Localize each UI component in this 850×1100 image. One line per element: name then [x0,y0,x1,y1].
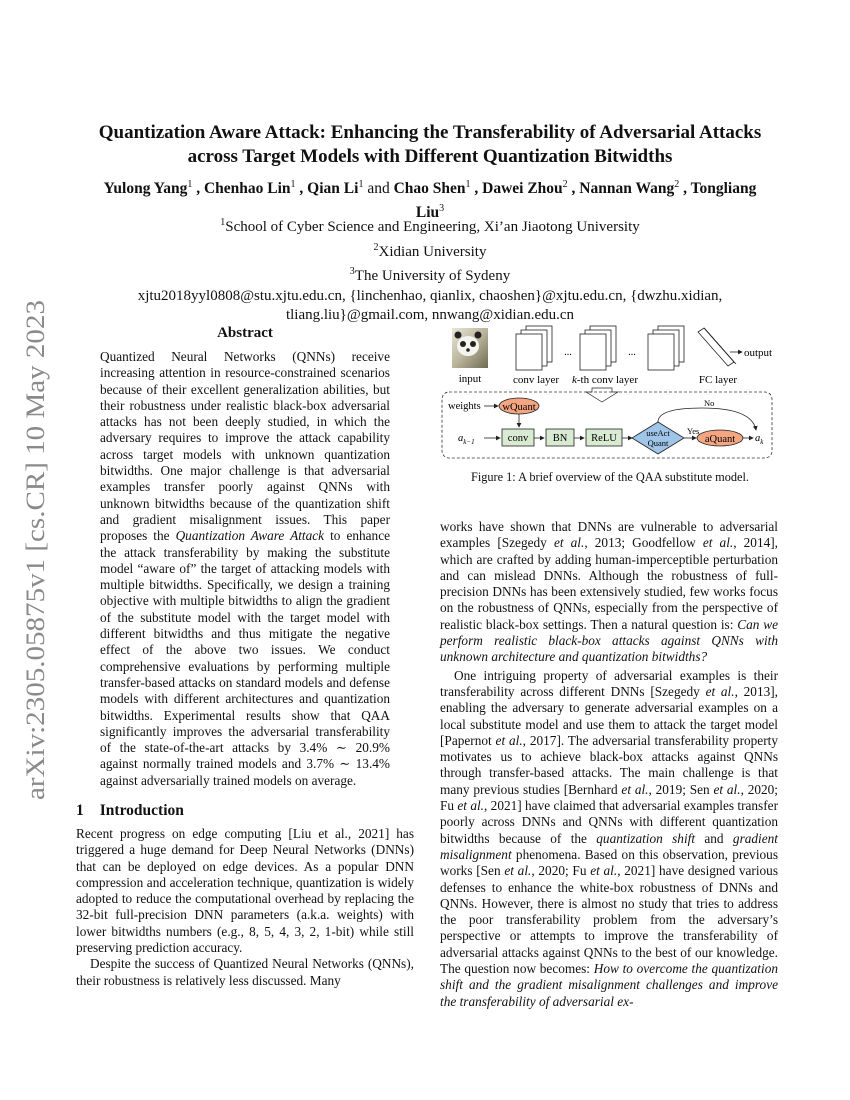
label-yes: Yes [687,426,700,436]
label-conv-layer: conv layer [512,374,560,386]
svg-text:...: ... [628,347,636,358]
zoom-arrow [586,388,618,402]
author-name: Tongliang Liu [415,180,757,222]
label-input: input [458,373,482,385]
abstract-body: Quantized Neural Networks (QNNs) receive increasing attention in resource-constrained scenarios because of their excellent generalization abilities, but their robustness under realistic black-box adversarial attacks has not been deeply studied, in which the adversary requires to improve the attack capability across target models with unknown quantization bitwidths. One major challenge is that adversarial examples transfer poorly against QNNs with unknown bitwidths because of the quantization shift and gradient misalignment issues. This paper proposes the Quantization Aware Attack to enhance the attack transferability by making the substitute model “aware of” the target of attacking models with multiple bitwidths. Specifically, we design a training objective with multiple bitwidths to align the gradient of the substitute model with the target model with different bitwidths and thus mitigate the negative effect of the above two issues. We conduct comprehensive evaluations by performing multiple transfer-based attacks on standard models and defense models with different architectures and quantization bitwidths. Experimental results show that QAA significantly improves the adversarial transferability of the state-of-the-art attacks by 3.4% ∼ 20.9% against normally trained models and 3.7% ∼ 13.4% against adversarially trained models on average. [100,349,390,788]
next-layer-stack [648,326,684,370]
section-heading-introduction: 1 Introduction [76,802,184,819]
label-conv: conv [507,433,529,444]
paper-title [70,121,790,169]
fc-layer [698,328,736,366]
label-a-k: $a_k$ [755,433,764,446]
affiliation-line: $^3$The University of Sydeny [349,266,511,284]
and-word: and [367,180,390,198]
svg-text:...: ... [564,347,572,358]
svg-text:Quant: Quant [647,438,669,448]
figure-1-caption: Figure 1: A brief overview of the QAA substitute model. [470,470,749,484]
author-name: Chenhao Lin [203,180,291,198]
abstract-heading: Abstract [217,325,273,341]
author-name: Nannan Wang [579,180,675,198]
conv-layer-stack [516,326,552,370]
introduction-body [76,826,414,989]
label-relu: ReLU [591,433,617,444]
figure-1-diagram [440,322,780,462]
label-weights: weights [448,401,481,412]
affiliation-line: $^1$School of Cyber Science and Engineering, Xi’an Jiaotong University [220,217,640,235]
svg-text:useAct: useAct [646,428,670,438]
paragraph: One intriguing property of adversarial examples is their transferability across different DNNs [Szegedy et al., 2013], enabling the adversary to generate adversarial examples on a local substitute model and use them to attack the target model [Papernot et al., 2017]. The adversarial transferability property motivates us to achieve black-box attacks against QNNs through transfer-based attacks. The main challenge is that many previous studies [Bernhard et al., 2019; Sen et al., 2020; Fu et al., 2021] have claimed that adversarial examples transfer poorly across DNNs and QNNs with different quantization bitwidths because of the quantization shift and gradient misalignment phenomena. Based on this observation, previous works [Sen et al., 2020; Fu et al., 2021] have designed various defenses to enhance the white-box robustness of DNNs and QNNs. However, there is almost no study that tries to address the poor transferability problem from the adversary’s perspective or attempts to improve the transferability of adversarial attacks against QNNs to the best of our knowledge. The question now becomes: How to overcome the quantization shift and the gradient misalignment challenges and improve the transferability of adversarial ex- [440,667,779,1009]
arxiv-stamp-text: arXiv:2305.05875v1 [cs.CR] 10 May 2023 [21,352,50,800]
label-aquant: aQuant [704,434,736,445]
paragraph: Recent progress on edge computing [Liu et al., 2021] has triggered a huge demand for Deep Neural Networks (DNNs) that can be deployed on edge devices. As a popular DNN compression and acceleration technique, quantization is widely adopted to reduce the computational overhead by replacing the 32-bit full-precision DNN parameters (a.k.a. weights) with lower bitwidths numbers (e.g., 8, 5, 4, 3, 2, 1-bit) while still preserving prediction accuracy. [76,826,414,956]
author-name: Dawei Zhou [482,180,563,198]
title-line-2: across Target Models with Different Quantization Bitwidths [187,146,673,167]
label-kth-conv-layer: k-th conv layer [572,374,638,386]
input-image [452,328,488,368]
label-output: output [744,347,773,359]
affiliation-line: $^2$Xidian University [373,241,487,260]
author-name: Yulong Yang [103,180,188,198]
arxiv-stamp [14,290,54,810]
email-line: xjtu2018yyl0808@stu.xjtu.edu.cn, {linchenhao, qianlix, chaoshen}@xjtu.edu.cn, {dwzhu.xidian, [137,287,723,304]
label-no: No [704,398,715,408]
label-bn: BN [552,433,568,444]
title-line-1: Quantization Aware Attack: Enhancing the Transferability of Adversarial Attacks [98,122,762,143]
author-name: Qian Li [307,180,359,198]
kth-layer-detail-box [442,392,772,458]
label-wquant: wQuant [502,402,536,413]
kth-conv-layer-stack [580,326,616,370]
right-column-body [440,519,778,1010]
author-name: Chao Shen [393,180,466,198]
label-fc-layer: FC layer [698,374,738,386]
paragraph: Despite the success of Quantized Neural Networks (QNNs), their robustness is relatively less discussed. Many [76,956,414,988]
email-line: tliang.liu}@gmail.com, nnwang@xidian.edu.cn [285,307,575,323]
label-a-k-minus-1: $a_{k-1}$ [458,433,475,446]
affiliations [70,213,790,326]
author-list: Yulong Yang$^1$ , Chenhao Lin$^1$ , Qian Li$^1$ and Chao Shen$^1$ , Dawei Zhou$^2$ , Nannan Wang$^2$ , Tongliang Liu$^3$ [103,179,757,222]
paragraph: works have shown that DNNs are vulnerable to adversarial examples [Szegedy et al., 2013; Goodfellow et al., 2014], which are crafted by adding human-imperceptible perturbation and can mislead DNNs. Although the robustness of full-precision DNNs has been extensively studied, few works focus on the robustness of QNNs, especially from the perspective of realistic black-box settings. Then a natural question is: Can we perform realistic black-box attacks against QNNs with unknown architecture and quantization bitwidths? [440,519,779,665]
